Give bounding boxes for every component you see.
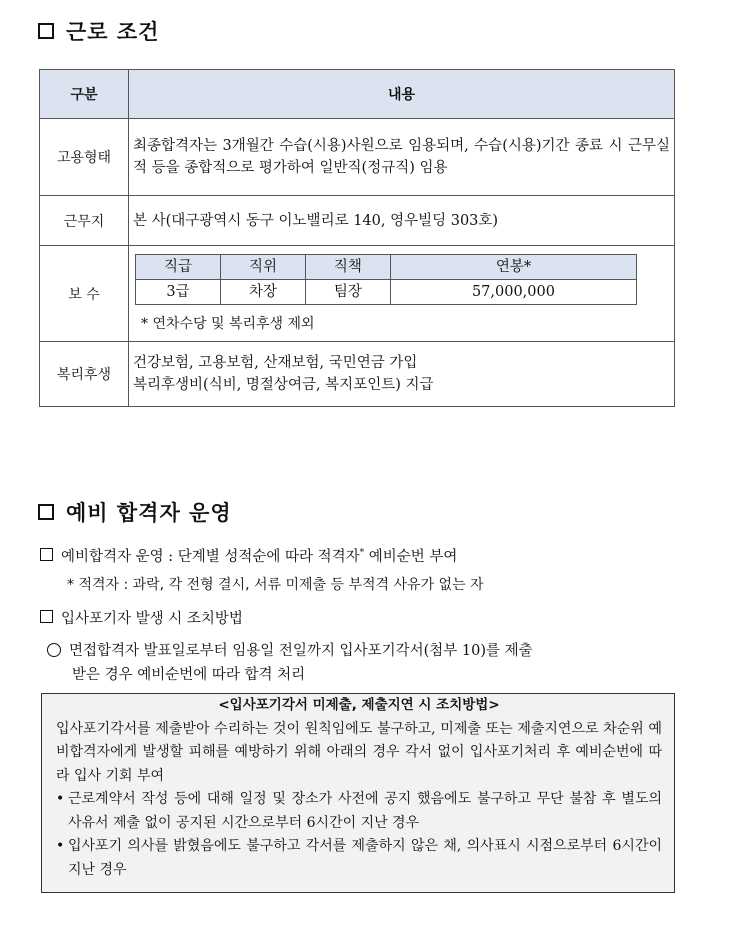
item-text: 예비합격자 운영 : 단계별 성적순에 따라 적격자 [61, 549, 360, 565]
row-content: 본 사(대구광역시 동구 이노밸리로 140, 영우빌딩 303호) [129, 196, 675, 246]
circle-bullet-icon [47, 643, 61, 657]
table-row [40, 196, 675, 246]
salary-cell [129, 246, 675, 342]
salary-value: 57,000,000 [390, 280, 636, 305]
row-content: 최종합격자는 3개월간 수습(시용)사원으로 임용되며, 수습(시용)기간 종료 시 근무실적 등을 종합적으로 평가하여 일반직(정규직) 임용 [129, 119, 675, 196]
salary-value-row [136, 280, 637, 305]
work-conditions-table [39, 69, 675, 407]
item-text: 면접합격자 발표일로부터 임용일 전일까지 입사포기각서(첨부 10)를 제출 [69, 643, 533, 659]
table-row [40, 119, 675, 196]
benefits-line: 복리후생비(식비, 명절상여금, 복지포인트) 지급 [133, 377, 434, 393]
checkbox-square-icon [38, 23, 54, 39]
salary-table [135, 254, 637, 305]
salary-header: 직책 [305, 255, 390, 280]
salary-value: 팀장 [305, 280, 390, 305]
salary-header: 연봉* [390, 255, 636, 280]
header-category: 구분 [40, 70, 129, 119]
notice-bullet [56, 788, 662, 835]
bullet-text: 입사포기 의사를 밝혔음에도 불구하고 각서를 제출하지 않은 채, 의사표시 시점으로부터 6시간이 지난 경우 [68, 838, 662, 878]
row-label: 보 수 [40, 246, 129, 342]
row-label: 고용형태 [40, 119, 129, 196]
row-label: 근무지 [40, 196, 129, 246]
section-title-text: 근로 조건 [66, 20, 160, 44]
notice-paragraph: 입사포기각서를 제출받아 수리하는 것이 원칙임에도 불구하고, 미제출 또는 제출지연으로 차순위 예비합격자에게 발생할 피해를 예방하기 위해 아래의 경우 각서 없이 입사포기처리 후 예비순번에 따라 입사 기회 부여 [56, 720, 662, 784]
salary-note: * 연차수당 및 복리후생 제외 [141, 316, 315, 332]
list-item [47, 639, 533, 660]
list-item [40, 545, 457, 566]
benefits-line: 건강보험, 고용보험, 산재보험, 국민연금 가입 [133, 355, 418, 371]
item-text-tail: 예비순번 부여 [364, 549, 458, 565]
section-title-text: 예비 합격자 운영 [66, 501, 232, 525]
salary-value: 3급 [136, 280, 221, 305]
table-row [40, 246, 675, 342]
salary-header-row [136, 255, 637, 280]
header-content: 내용 [129, 70, 675, 119]
bullet-dot-icon: • [56, 838, 65, 854]
bullet-text: 근로계약서 작성 등에 대해 일정 및 장소가 사전에 공지 했음에도 불구하고 무단 불참 후 별도의 사유서 제출 없이 공지된 시간으로부터 6시간이 지난 경우 [68, 791, 662, 831]
section-title-work-conditions [38, 16, 159, 46]
row-content [129, 342, 675, 407]
row-label: 복리후생 [40, 342, 129, 407]
footnote-mark: * [359, 548, 365, 559]
item-text: 입사포기자 발생 시 조치방법 [61, 611, 243, 627]
checkbox-square-icon [38, 504, 54, 520]
salary-header: 직위 [220, 255, 305, 280]
notice-box [41, 693, 675, 893]
notice-bullet [56, 835, 662, 882]
list-item [40, 607, 243, 628]
salary-value: 차장 [220, 280, 305, 305]
list-item-note: * 적격자 : 과락, 각 전형 결시, 서류 미제출 등 부적격 사유가 없는 자 [67, 577, 484, 593]
square-bullet-icon [40, 548, 53, 561]
bullet-dot-icon: • [56, 791, 65, 807]
notice-title: <입사포기각서 미제출, 제출지연 시 조치방법> [218, 697, 500, 713]
table-row [40, 342, 675, 407]
section-title-reserve [38, 497, 232, 527]
list-item-continuation: 받은 경우 예비순번에 따라 합격 처리 [72, 667, 306, 683]
salary-header: 직급 [136, 255, 221, 280]
table-header-row [40, 70, 675, 119]
square-bullet-icon [40, 610, 53, 623]
